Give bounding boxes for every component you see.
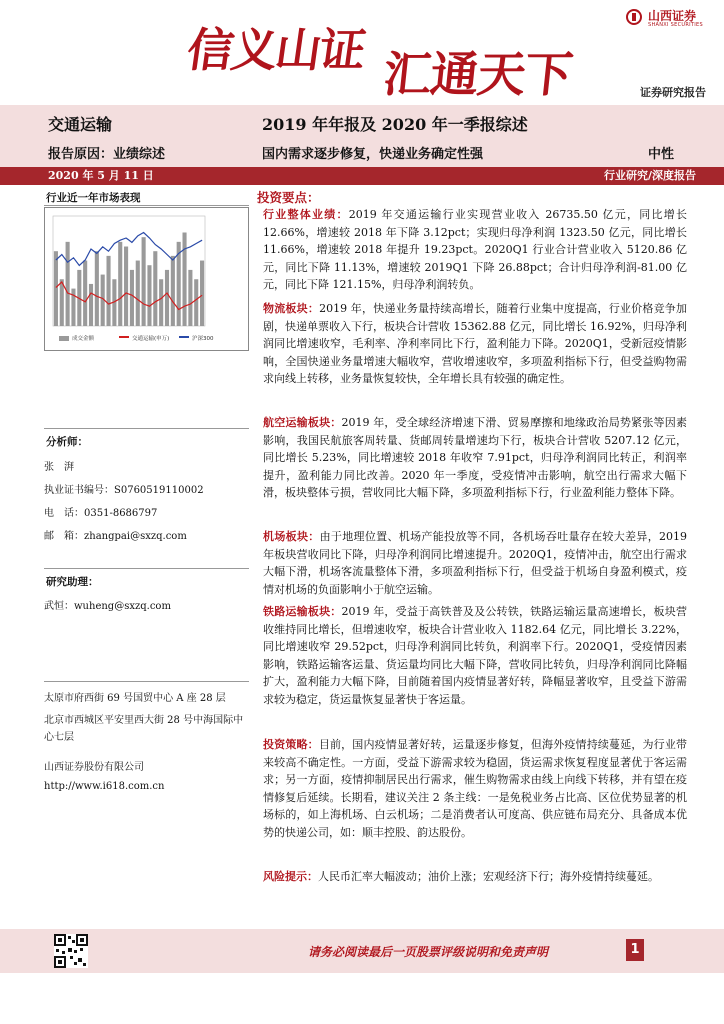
logo-name: 山西证券 <box>648 9 697 23</box>
legend-swatch <box>179 336 189 338</box>
analyst-title: 分析师： <box>46 436 88 448</box>
qr-code-graphic <box>54 934 88 968</box>
volume-bar <box>147 265 151 326</box>
paragraph-label: 风险提示： <box>263 870 318 883</box>
volume-bar <box>66 242 70 326</box>
paragraph-text: 目前，国内疫情显著好转，运量逐步修复，但海外疫情持续蔓延，为行业带来较高不确定性。一方面，受益下游需求较为稳固，货运需求恢复程度显著优于客运需求；另一方面，疫情抑制居民出行需求，催生购物需求由线上向线下转移，并有望在疫情修复后延续。长期看，建议关注 2 条主线：一是免税业务占比高、区位优势显著的机场标的，如上海机场、白云机场；二是消费者认可度高、供应链布局充分、具备成本优势的快递公司，如：顺丰控股、韵达股份。 <box>263 738 687 839</box>
paragraph-text: 由于地理位置、机场产能投放等不同，各机场吞吐量存在较大差异，2019 年板块营收同比下降，归母净利润同比增速提升。2020Q1，疫情冲击，航空出行需求大幅下滑，机场客流量整体下滑，多项盈利指标下行，但受益于机场自身盈利模式，疫情对机场的负面影响小于航空运输。 <box>263 530 687 596</box>
chart-title: 行业近一年市场表现 <box>46 192 141 204</box>
paragraph-aviation <box>263 414 687 502</box>
volume-bar <box>142 237 146 326</box>
volume-bar <box>95 251 99 326</box>
assistant-title: 研究助理： <box>46 576 99 588</box>
company-name: 山西证券股份有限公司 <box>44 762 144 773</box>
company-website[interactable]: http://www.i618.com.cn <box>44 781 165 792</box>
report-date: 2020 年 5 月 11 日 <box>48 169 154 182</box>
paragraph-label: 机场板块： <box>263 530 320 543</box>
paragraph-railway <box>263 603 687 709</box>
volume-bar <box>200 261 204 326</box>
legend-label: 成交金额 <box>72 336 95 342</box>
page-number: 1 <box>626 939 644 961</box>
analyst-phone: 电 话：0351-8686797 <box>44 508 158 519</box>
divider <box>44 205 249 206</box>
address-beijing: 北京市西城区平安里西大街 28 号中海国际中心七层 <box>44 715 244 743</box>
paragraph-label: 投资策略： <box>263 738 319 751</box>
paragraph-industry <box>263 206 687 294</box>
legend-swatch <box>59 336 69 341</box>
assistant-contact: 武恒：wuheng@sxzq.com <box>44 601 171 612</box>
logo-english: SHANXI SECURITIES <box>648 22 703 28</box>
volume-bar <box>188 270 192 326</box>
paragraph-risk <box>263 868 687 886</box>
sector-name: 交通运输 <box>48 115 113 134</box>
analyst-email: 邮 箱：zhangpai@sxzq.com <box>44 531 187 542</box>
analyst-name: 张 湃 <box>44 462 74 473</box>
paragraph-logistics <box>263 300 687 388</box>
divider <box>44 428 249 429</box>
plot-frame <box>53 216 205 326</box>
paragraph-label: 铁路运输板块： <box>263 605 342 618</box>
volume-bar <box>182 233 186 327</box>
legend-label: 交通运输(申万) <box>132 336 170 342</box>
volume-bar <box>60 279 64 326</box>
paragraph-strategy <box>263 736 687 842</box>
volume-bar <box>118 242 122 326</box>
paragraph-label: 物流板块： <box>263 302 320 315</box>
volume-bar <box>194 279 198 326</box>
volume-bar <box>165 270 169 326</box>
legend-swatch <box>119 336 129 338</box>
paragraph-text: 2019 年，受全球经济增速下滑、贸易摩擦和地缘政治局势紧张等因素影响，我国民航旅客周转量、货邮周转量增速均下行，板块合计营收 5207.12 亿元，同比增长 5.23%，同比增速较 2018 年收窄 7.91pct，归母净利润同比转正，利润率提升，盈利能力同比改善。2020 年一季度，受疫情冲击影响，航空出行需求大幅下滑，板块整体亏损，营收同比大幅下降，多项盈利指标下行，行业盈利能力整体下降。 <box>263 416 687 500</box>
divider <box>44 568 249 569</box>
address-taiyuan: 太原市府西街 69 号国贸中心 A 座 28 层 <box>44 693 226 704</box>
volume-bar <box>153 251 157 326</box>
volume-bar <box>159 279 163 326</box>
volume-bar <box>54 251 58 326</box>
report-subtitle: 国内需求逐步修复，快递业务确定性强 <box>262 147 484 162</box>
volume-bar <box>124 247 128 326</box>
chart-svg <box>45 208 248 350</box>
qr-code-icon <box>54 934 88 968</box>
paragraph-text: 2019 年，受益于高铁普及及公转铁，铁路运输运量高速增长，板块营收维持同比增长，但增速收窄，板块合计营业收入 1182.64 亿元，同比增长 3.22%，同比增速收窄 29.52pct，归母净利润同比转负，利润率下行。2020Q1，受疫情因素影响，铁路运输客运量、货运量均同比大幅下降，营收同比转负，归母净利润同比降幅扩大，盈利能力大幅下降，目前随着国内疫情显著好转，降幅显著收窄，且受益下游需求较为稳定，货运量恢复显著快于客运量。 <box>263 605 687 706</box>
volume-bar <box>171 256 175 326</box>
paragraph-label: 行业整体业绩： <box>263 208 349 221</box>
slogan-left: 信义山证 <box>183 23 368 77</box>
volume-bar <box>83 261 87 326</box>
company-logo <box>626 6 716 36</box>
volume-bar <box>136 261 140 326</box>
key-points-title: 投资要点： <box>257 190 320 205</box>
paragraph-text: 2019 年，快递业务量持续高增长，随着行业集中度提高，行业价格竞争加剧，快递单票收入下行，板块合计营收 15362.88 亿元，同比增长 16.92%，归母净利润同比增速收窄，毛利率、净利率同比下行，盈利能力下降。2020Q1，受新冠疫情影响，全国快递业务量增速大幅收窄，营收增速收窄，多项盈利指标下行，但受益购物需求向线上转移，业务量恢复较快，全年增长具有较强的确定性。 <box>263 302 687 386</box>
paragraph-airport <box>263 528 687 598</box>
volume-bar <box>106 256 110 326</box>
report-reason: 报告原因：业绩综述 <box>48 147 166 162</box>
analyst-cert: 执业证书编号：S0760519110002 <box>44 485 204 496</box>
paragraph-text: 人民币汇率大幅波动；油价上涨；宏观经济下行；海外疫情持续蔓延。 <box>318 870 659 883</box>
disclaimer-note: 请务必阅读最后一页股票评级说明和免责声明 <box>308 945 549 959</box>
paragraph-text: 2019 年交通运输行业实现营业收入 26735.50 亿元，同比增长 12.66%，增速较 2018 年下降 3.12pct；实现归母净利润 1323.50 亿元，同比增长 11.66%，增速较 2018 年提升 19.23pct。2020Q1 行业合计营业收入 5120.86 亿元，同比下降 11.13%，增速较 2019Q1 下降 26.88pct；合计归母净利润-81.00 亿元，同比下降 121.15%，归母净利润转负。 <box>263 208 688 292</box>
market-chart <box>44 207 249 351</box>
volume-bar <box>130 270 134 326</box>
report-title: 2019 年年报及 2020 年一季报综述 <box>262 115 528 134</box>
rating: 中性 <box>648 147 675 162</box>
report-category: 行业研究/深度报告 <box>603 169 696 182</box>
logo-icon <box>626 9 642 25</box>
divider <box>44 681 249 682</box>
legend-label: 沪深300 <box>192 336 214 342</box>
report-type: 证券研究报告 <box>640 86 706 99</box>
paragraph-label: 航空运输板块： <box>263 416 342 429</box>
volume-bar <box>89 284 93 326</box>
slogan-right: 汇通天下 <box>380 47 575 103</box>
